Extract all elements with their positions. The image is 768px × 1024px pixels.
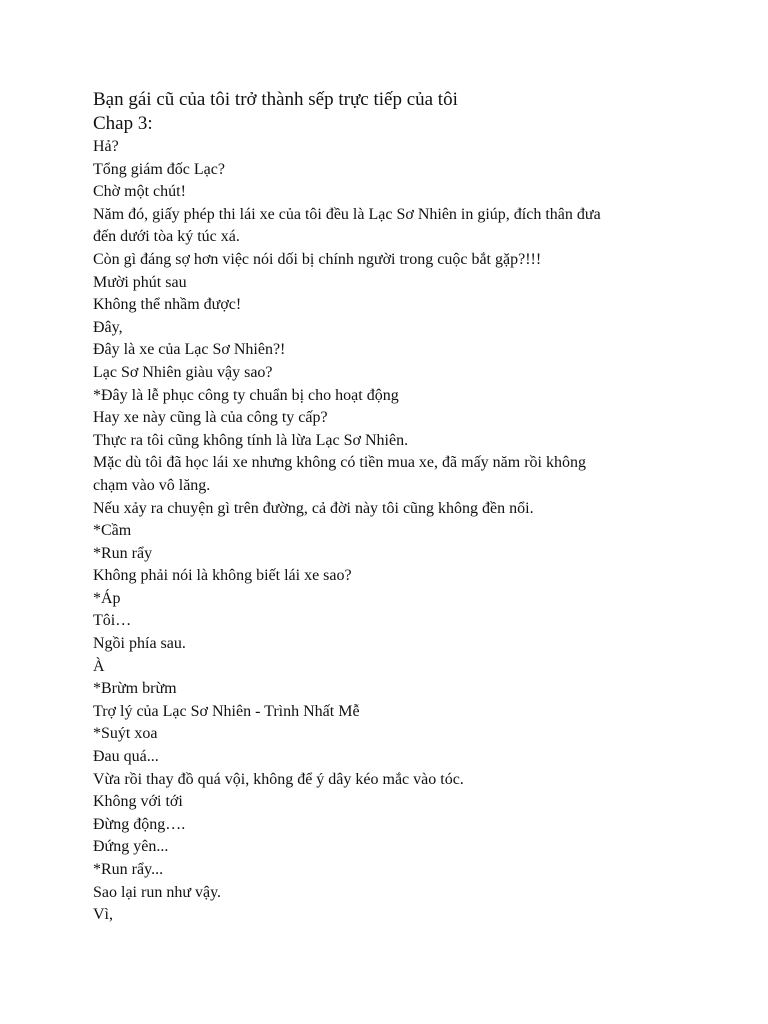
text-line: đến dưới tòa ký túc xá.	[93, 228, 240, 246]
text-line: Đừng động….	[93, 815, 186, 833]
text-line: chạm vào vô lăng.	[93, 476, 211, 494]
text-line: Vì,	[93, 906, 113, 924]
text-line: Mặc dù tôi đã học lái xe nhưng không có tiền mua xe, đã mấy năm rồi không	[93, 454, 586, 472]
text-line: Không với tới	[93, 793, 183, 811]
text-line: *Brừm brừm	[93, 680, 177, 698]
document-title: Bạn gái cũ của tôi trở thành sếp trực tiếp của tôi	[93, 89, 458, 110]
text-line: Vừa rồi thay đồ quá vội, không để ý dây kéo mắc vào tóc.	[93, 770, 464, 788]
text-line: *Cầm	[93, 522, 132, 540]
text-line: Chờ một chút!	[93, 183, 186, 201]
text-line: Hả?	[93, 138, 119, 155]
text-line: Thực ra tôi cũng không tính là lừa Lạc Sơ Nhiên.	[93, 431, 409, 449]
text-line: Trợ lý của Lạc Sơ Nhiên - Trình Nhất Mễ	[93, 702, 360, 720]
text-line: Mười phút sau	[93, 273, 187, 291]
text-line: Hay xe này cũng là của công ty cấp?	[93, 409, 328, 427]
text-line: Không thể nhầm được!	[93, 296, 242, 314]
text-line: Sao lại run như vậy.	[93, 883, 222, 901]
text-line: Lạc Sơ Nhiên giàu vậy sao?	[93, 363, 273, 381]
text-line: À	[93, 657, 105, 675]
text-line: Không phải nói là không biết lái xe sao?	[93, 567, 352, 585]
chapter-heading: Chap 3:	[93, 113, 153, 134]
text-line: Đứng yên...	[93, 838, 169, 856]
text-line: Năm đó, giấy phép thi lái xe của tôi đều là Lạc Sơ Nhiên in giúp, đích thân đưa	[93, 205, 601, 223]
story-text	[93, 136, 693, 927]
text-line: *Suýt xoa	[93, 725, 158, 743]
text-line: Còn gì đáng sợ hơn việc nói dối bị chính người trong cuộc bắt gặp?!!!	[93, 250, 542, 268]
text-line: *Run rẩy...	[93, 861, 164, 878]
text-line: Tôi…	[93, 612, 132, 630]
text-line: Tổng giám đốc Lạc?	[93, 160, 225, 178]
document-content	[93, 88, 693, 927]
text-line: *Áp	[93, 589, 121, 607]
text-line: Nếu xảy ra chuyện gì trên đường, cả đời này tôi cũng không đền nổi.	[93, 499, 534, 517]
text-line: Ngồi phía sau.	[93, 635, 186, 653]
text-line: Đây,	[93, 318, 123, 336]
text-line: *Run rẩy	[93, 544, 153, 562]
text-line: Đây là xe của Lạc Sơ Nhiên?!	[93, 341, 286, 359]
text-line: Đau quá...	[93, 748, 159, 766]
text-line: *Đây là lễ phục công ty chuẩn bị cho hoạt động	[93, 386, 399, 404]
